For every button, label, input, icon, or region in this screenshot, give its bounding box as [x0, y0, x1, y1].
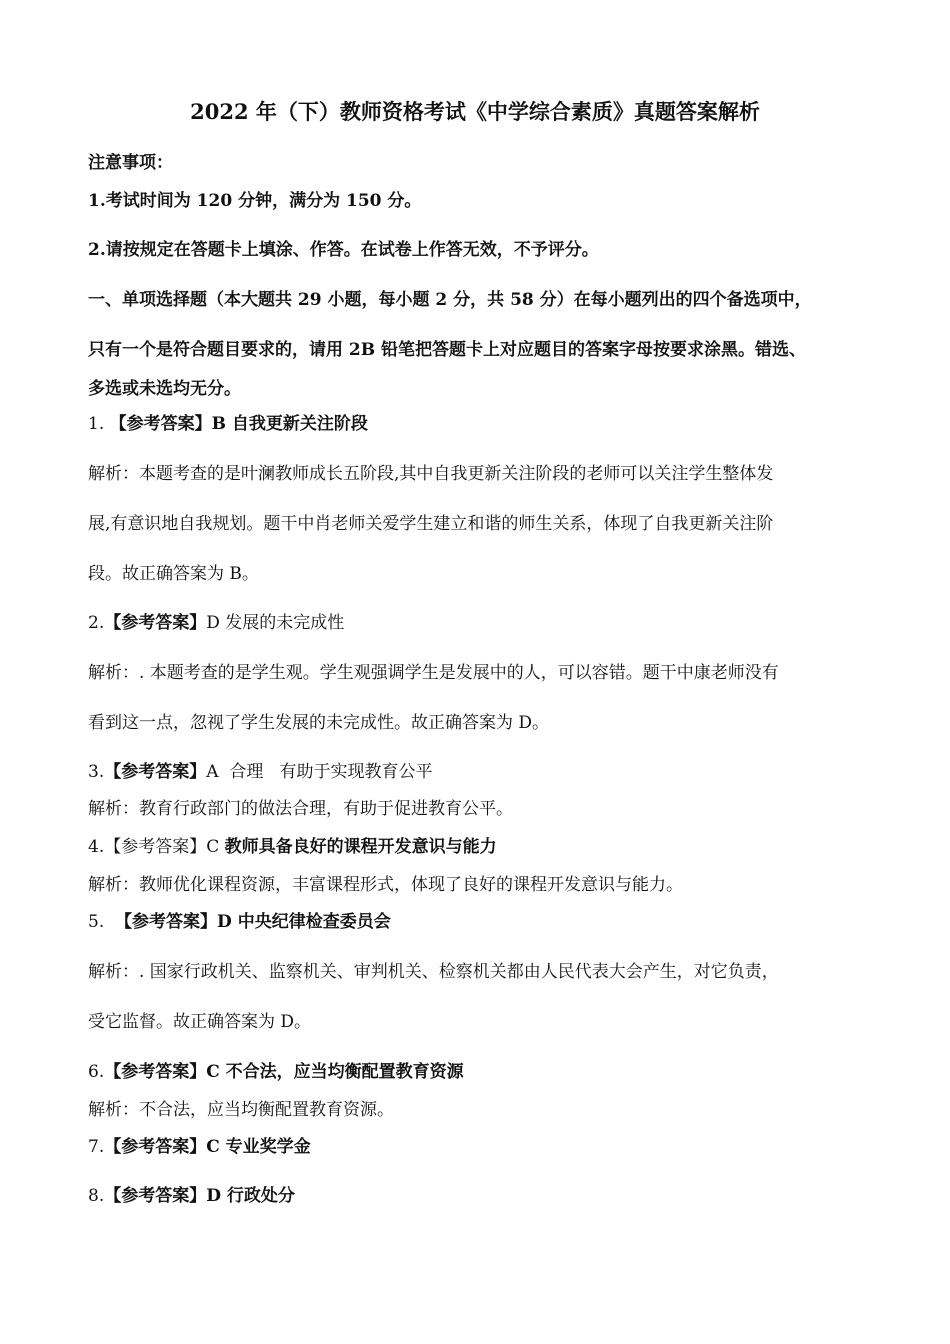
- answer-label: 【参考答案】: [104, 1062, 207, 1082]
- question-1-explanation-line-2: 展,有意识地自我规划。题干中肖老师关爱学生建立和谐的师生关系，体现了自我更新关注阶: [88, 514, 774, 534]
- answer-label: 【参考答案】: [104, 1186, 207, 1206]
- notice-item-1: 1.考试时间为 120 分钟，满分为 150 分。: [88, 191, 422, 211]
- question-5-explanation-line-2: 受它监督。故正确答案为 D。: [88, 1012, 312, 1032]
- answer-text: D 行政处分: [206, 1186, 295, 1206]
- question-6-explanation-line-1: 解析：不合法，应当均衡配置教育资源。: [88, 1100, 394, 1120]
- answer-label: 【参考答案】: [104, 613, 207, 633]
- question-2-explanation-line-1: 解析：. 本题考查的是学生观。学生观强调学生是发展中的人，可以容错。题干中康老师没有: [88, 663, 779, 683]
- answer-label: 【参考答案】: [104, 1137, 207, 1157]
- question-7-answer: [88, 1136, 868, 1158]
- question-number: 7.: [88, 1137, 105, 1157]
- answer-text: D 中央纪律检查委员会: [217, 912, 391, 932]
- answer-text: C 专业奖学金: [206, 1137, 311, 1157]
- answer-text: A 合理 有助于实现教育公平: [206, 762, 433, 782]
- question-5-explanation-line-1: 解析：. 国家行政机关、监察机关、审判机关、检察机关都由人民代表大会产生，对它负责，: [88, 962, 779, 982]
- notice-heading: 注意事项：: [88, 153, 173, 173]
- section-instructions-line-1: 一、单项选择题（本大题共 29 小题，每小题 2 分，共 58 分）在每小题列出的四个备选项中，: [88, 290, 812, 310]
- question-4-explanation-line-1: 解析：教师优化课程资源，丰富课程形式，体现了良好的课程开发意识与能力。: [88, 875, 683, 895]
- question-2-answer: [88, 612, 868, 634]
- question-1-answer: [88, 413, 868, 435]
- question-4-answer: [88, 836, 868, 858]
- question-5-answer: [88, 911, 868, 933]
- question-3-answer: [88, 761, 868, 783]
- section-instructions-line-2: 只有一个是符合题目要求的，请用 2B 铅笔把答题卡上对应题目的答案字母按要求涂黑。错选、: [88, 340, 807, 360]
- question-number: 4.: [88, 837, 105, 857]
- question-number: 3.: [88, 762, 105, 782]
- answer-text: 教师具备良好的课程开发意识与能力: [224, 837, 497, 857]
- question-1-explanation-line-1: 解析：本题考查的是叶澜教师成长五阶段,其中自我更新关注阶段的老师可以关注学生整体发: [88, 464, 774, 484]
- page-title: 2022 年（下）教师资格考试《中学综合素质》真题答案解析: [190, 99, 760, 124]
- answer-text: D 发展的未完成性: [206, 613, 345, 633]
- question-1-explanation-line-3: 段。故正确答案为 B。: [88, 564, 259, 584]
- question-3-explanation-line-1: 解析：教育行政部门的做法合理，有助于促进教育公平。: [88, 799, 513, 819]
- question-number: 8.: [88, 1186, 105, 1206]
- answer-label: 【参考答案】: [109, 414, 212, 434]
- question-8-answer: [88, 1185, 868, 1207]
- answer-text: B 自我更新关注阶段: [211, 414, 368, 434]
- question-number: 1.: [88, 414, 110, 434]
- section-instructions-line-3: 多选或未选均无分。: [88, 379, 241, 399]
- question-2-explanation-line-2: 看到这一点，忽视了学生发展的未完成性。故正确答案为 D。: [88, 713, 550, 733]
- answer-label: 【参考答案】: [104, 762, 207, 782]
- answer-text: C 不合法，应当均衡配置教育资源: [206, 1062, 464, 1082]
- question-number: 6.: [88, 1062, 105, 1082]
- question-number: 2.: [88, 613, 105, 633]
- answer-letter: C: [206, 837, 225, 857]
- question-6-answer: [88, 1061, 868, 1083]
- question-number: 5.: [88, 912, 116, 932]
- notice-item-2: 2.请按规定在答题卡上填涂、作答。在试卷上作答无效，不予评分。: [88, 240, 599, 260]
- answer-label: 【参考答案】: [115, 912, 218, 932]
- answer-label: 【参考答案】: [104, 837, 207, 857]
